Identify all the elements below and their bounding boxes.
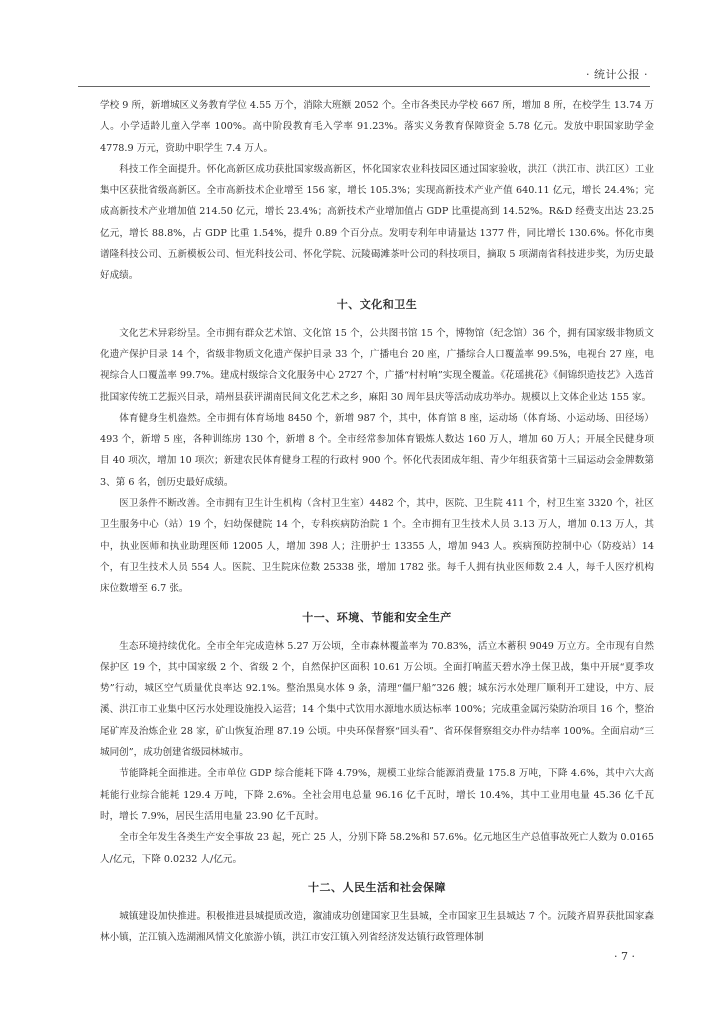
paragraph-safety: 全市全年发生各类生产安全事故 23 起，死亡 25 人，分别下降 58.2%和 57.6%。亿元地区生产总值事故死亡人数为 0.0165 人/亿元，下降 0.0232 人/亿元。 — [100, 832, 654, 865]
paragraph-education-cont: 学校 9 所，新增城区义务教育学位 4.55 万个，消除大班额 2052 个。全市各类民办学校 667 所，增加 8 所，在校学生 13.74 万人。小学适龄儿童入学率 100%。高中阶段教育毛入学率 91.23%。落实义务教育保障资金 5.78 亿元。发放中职国家助学金 4778.9 万元，资助中职学生 7.4 万人。 — [100, 100, 654, 154]
paragraph-culture: 文化艺术异彩纷呈。全市拥有群众艺术馆、文化馆 15 个，公共图书馆 15 个，博物馆（纪念馆）36 个，拥有国家级非物质文化遗产保护目录 14 个，省级非物质文化遗产保护目录 33 个，广播电台 20 座，广播综合人口覆盖率 99.5%，电视台 27 座，电视综合人口覆盖率 99.7%。建成村级综合文化服务中心 2727 个，广播“村村响”实现全覆盖。《花瑶挑花》《侗锦织造技艺》入选首批国家传统工艺振兴目录，靖州县获评湖南民间文化艺术之乡，麻阳 30 周年县庆等活动成功举办。规模以上文体企业达 155 家。 — [100, 327, 654, 403]
paragraph-technology: 科技工作全面提升。怀化高新区成功获批国家级高新区，怀化国家农业科技园区通过国家验收，洪江（洪江市、洪江区）工业集中区获批省级高新区。全市高新技术企业增至 156 家，增长 105.3%；实现高新技术产业产值 640.11 亿元，增长 24.4%；完成高新技术产业增加值 214.50 亿元，增长 23.4%；高新技术产业增加值占 GDP 比重提高到 14.52%。R&D 经费支出达 23.25 亿元，增长 88.8%，占 GDP 比重 1.54%，提升 0.89 个百分点。发明专利年申请量达 1377 件，同比增长 130.6%。怀化市奥谱隆科技公司、五新模板公司、恒光科技公司、怀化学院、沅陵碣滩茶叶公司的科技项目，摘取 5 项湖南省科技进步奖，为历史最好成绩。 — [100, 163, 654, 282]
header-rule — [78, 86, 650, 87]
paragraph-ecology: 生态环境持续优化。全市全年完成造林 5.27 万公顷，全市森林覆盖率为 70.83%，活立木蓄积 9049 万立方。全市现有自然保护区 19 个，其中国家级 2 个、省级 2 个，自然保护区面积 10.61 万公顷。全面打响蓝天碧水净土保卫战，集中开展“夏季攻势”行动，城区空气质量优良率达 92.1%。整治黑臭水体 9 条，清理“僵尸船”326 艘；城东污水处理厂顺利开工建设，中方、辰溪、洪江市工业集中区污水处理设施投入运营；14 个集中式饮用水源地水质达标率 100%；完成重金属污染防治项目 16 个，整治尾矿库及治炼企业 28 家，矿山恢复治理 87.19 公顷。中央环保督察“回头看”、省环保督察组交办件办结率 100%。全面启动“三城同创”，成功创建省级园林城市。 — [100, 640, 654, 759]
section-heading-environment: 十一、环境、节能和安全生产 — [302, 610, 452, 624]
body-text — [100, 95, 654, 948]
section-heading-culture-health: 十、文化和卫生 — [336, 297, 418, 311]
running-header: · 统计公报 · — [586, 68, 648, 81]
paragraph-urban-construction: 城镇建设加快推进。积极推进县城提质改造，溆浦成功创建国家卫生县城，全市国家卫生县城达 7 个。沅陵齐眉界获批国家森林小镇，芷江镇入选湖湘风情文化旅游小镇，洪江市安江镇入列省经济发达镇行政管理体制 — [100, 910, 654, 944]
section-heading-livelihood: 十二、人民生活和社会保障 — [308, 880, 446, 894]
paragraph-energy: 节能降耗全面推进。全市单位 GDP 综合能耗下降 4.79%，规模工业综合能源消费量 175.8 万吨，下降 4.6%，其中六大高耗能行业综合能耗 129.4 万吨，下降 2.6%。全社会用电总量 96.16 亿千瓦时，增长 10.4%，其中工业用电量 45.36 亿千瓦时，增长 7.9%，居民生活用电量 23.90 亿千瓦时。 — [100, 768, 654, 822]
paragraph-health: 医卫条件不断改善。全市拥有卫生计生机构（含村卫生室）4482 个，其中，医院、卫生院 411 个，村卫生室 3320 个，社区卫生服务中心（站）19 个，妇幼保健院 14 个，专科疾病防治院 1 个。全市拥有卫生技术人员 3.13 万人，增加 0.13 万人，其中，执业医师和执业助理医师 12005 人，增加 398 人；注册护士 13355 人，增加 943 人。疾病预防控制中心（防疫站）14 个，有卫生技术人员 554 人。医院、卫生院床位数 25338 张，增加 1782 张。每千人拥有执业医师数 2.4 人，每千人医疗机构床位数增至 6.7 张。 — [100, 498, 654, 595]
page-number: · 7 · — [614, 950, 635, 963]
paragraph-sports: 体育健身生机盎然。全市拥有体育场地 8450 个，新增 987 个，其中，体育馆 8 座，运动场（体育场、小运动场、田径场）493 个，新增 5 座，各种训练房 130 个，新增 8 个。全市经常参加体育锻炼人数达 160 万人，增加 60 万人；开展全民健身项目 40 项次，增加 10 项次；新建农民体育健身工程的行政村 900 个。怀化代表团成年组、青少年组获省第十三届运动会金牌数第 3、第 6 名，创历史最好成绩。 — [100, 412, 654, 488]
